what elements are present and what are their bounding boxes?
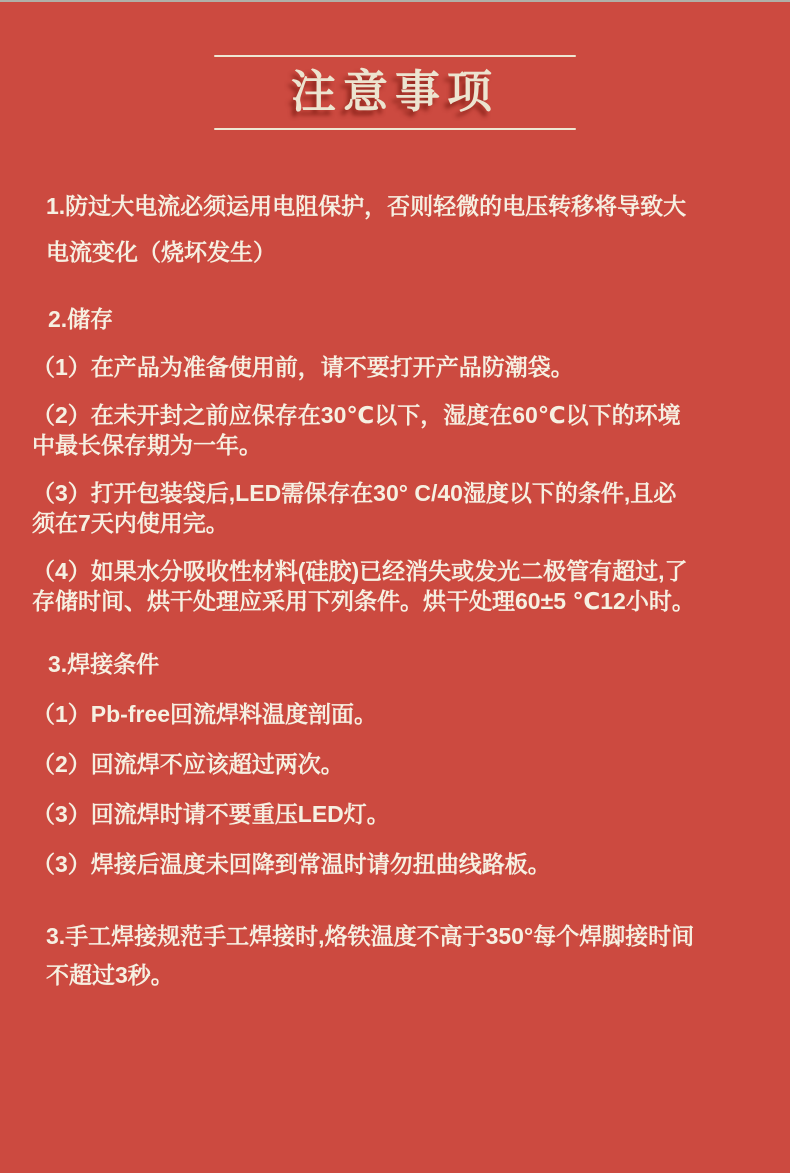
- text-line: （3）焊接后温度未回降到常温时请勿扭曲线路板。: [32, 851, 551, 877]
- text-line: （2）回流焊不应该超过两次。: [32, 751, 344, 777]
- text-line: （1）在产品为准备使用前，请不要打开产品防潮袋。: [32, 354, 574, 380]
- header-rule-top: [214, 55, 576, 57]
- storage-item-3: [32, 478, 760, 538]
- text-line: 电流变化（烧坏发生）: [46, 239, 276, 265]
- note-hand-soldering-paragraph: [32, 917, 760, 995]
- text-line: 1.防过大电流必须运用电阻保护，否则轻微的电压转移将导致大: [46, 193, 687, 219]
- soldering-item-2: [32, 749, 760, 779]
- soldering-item-4: [32, 849, 760, 879]
- notice-header: [0, 2, 790, 130]
- page-title: 注意事项: [290, 66, 499, 117]
- section-soldering: [32, 650, 760, 879]
- note-overcurrent-paragraph: [32, 183, 760, 275]
- soldering-item-1: [32, 699, 760, 729]
- text-line: 须在7天内使用完。: [32, 510, 229, 536]
- text-line: （3）打开包装袋后,LED需保存在30° C/40湿度以下的条件,且必: [32, 480, 677, 506]
- text-line: （2）在未开封之前应保存在30℃以下，湿度在60℃以下的环境: [32, 402, 681, 428]
- storage-item-1: [32, 352, 760, 382]
- text-line: （1）Pb-free回流焊料温度剖面。: [32, 701, 378, 727]
- text-line: 存储时间、烘干处理应采用下列条件。烘干处理60±5 ℃12小时。: [32, 588, 695, 614]
- storage-item-4: [32, 556, 760, 616]
- soldering-item-3: [32, 799, 760, 829]
- text-line: 不超过3秒。: [46, 962, 174, 988]
- section-soldering-heading: 3.焊接条件: [48, 651, 160, 677]
- text-line: 中最长保存期为一年。: [32, 432, 262, 458]
- text-line: （3）回流焊时请不要重压LED灯。: [32, 801, 390, 827]
- section-storage-heading: 2.储存: [48, 306, 114, 332]
- section-storage: [32, 305, 760, 616]
- notice-content: [0, 130, 790, 995]
- text-line: （4）如果水分吸收性材料(硅胶)已经消失或发光二极管有超过,了: [32, 558, 688, 584]
- text-line: 3.手工焊接规范手工焊接时,烙铁温度不高于350°每个焊脚接时间: [46, 923, 695, 949]
- storage-item-2: [32, 400, 760, 460]
